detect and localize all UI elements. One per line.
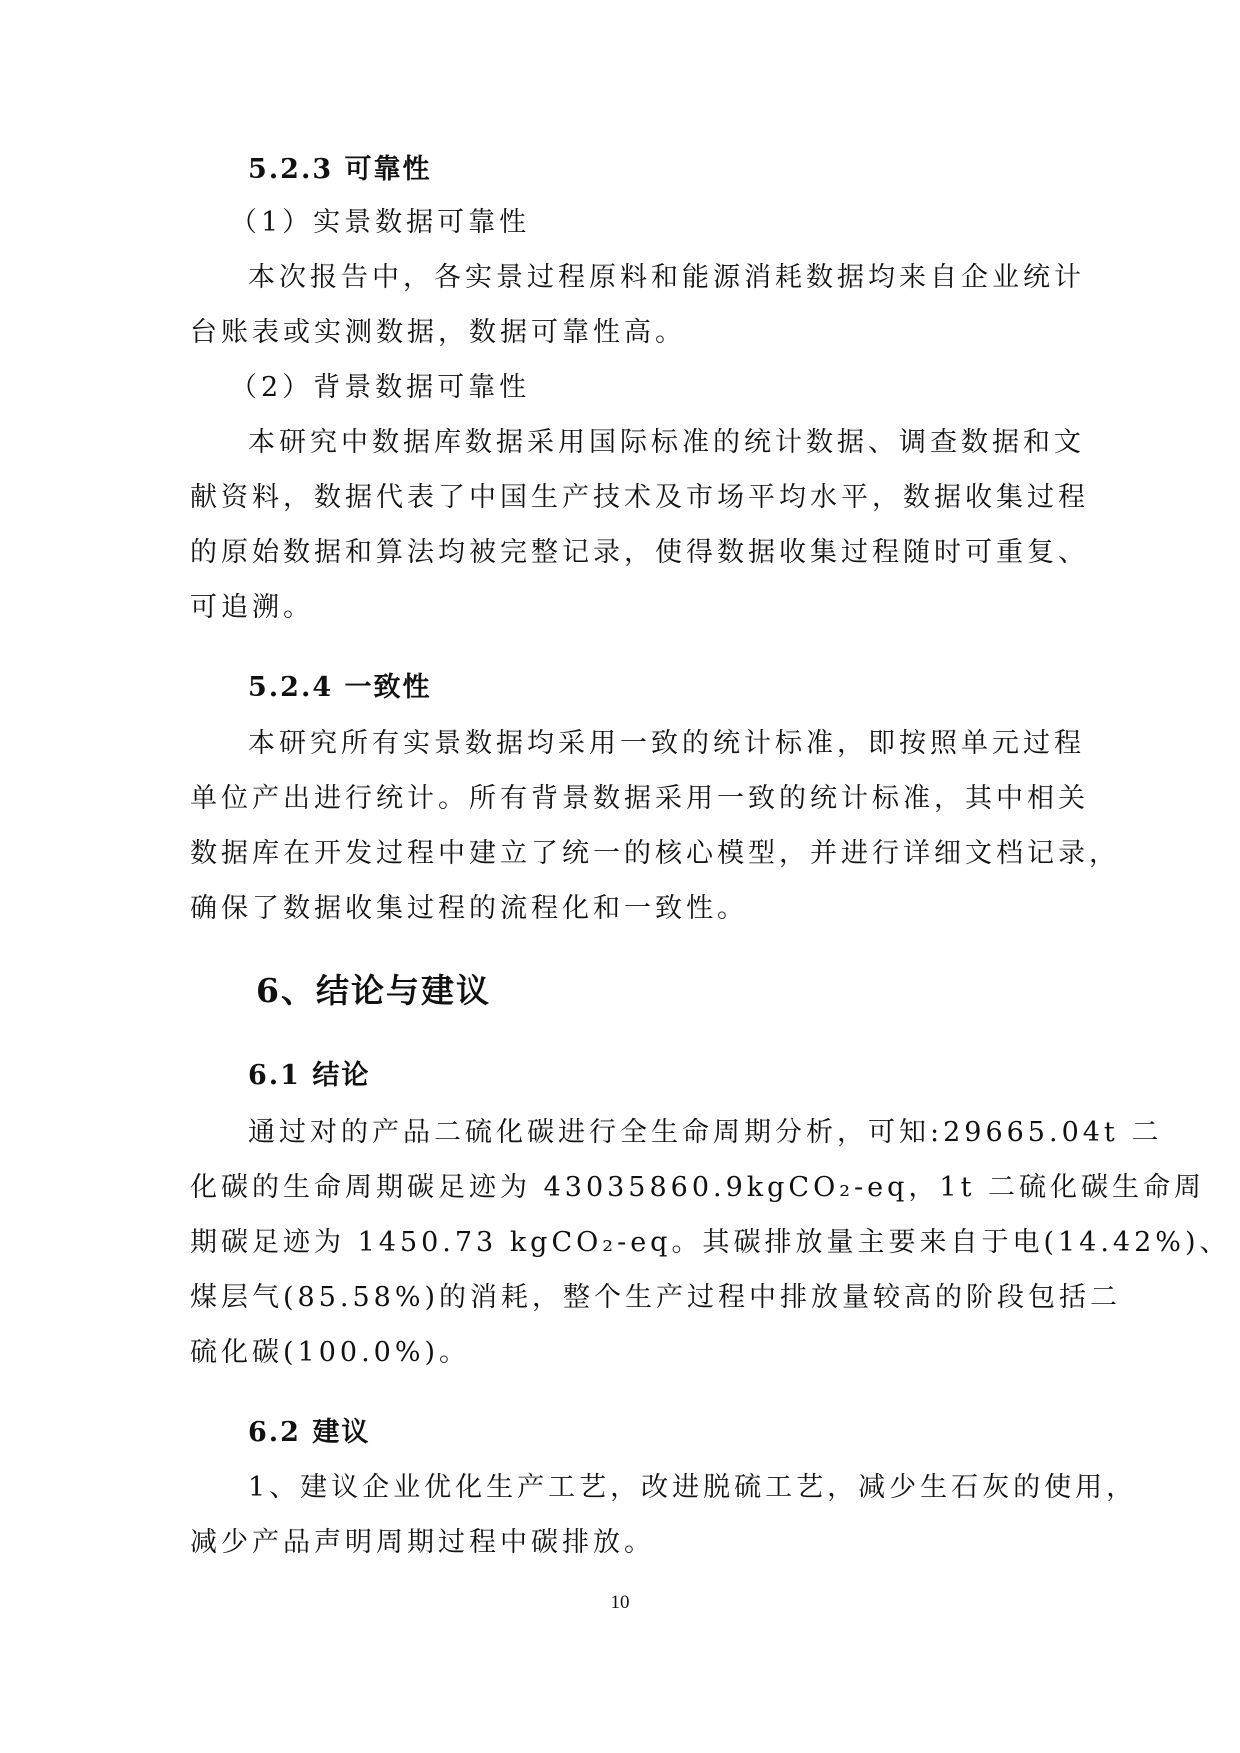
paragraph-line: 硫化碳(100.0%)。 — [190, 1337, 471, 1368]
paragraph-line: 1、建议企业优化生产工艺，改进脱硫工艺，减少生石灰的使用， — [248, 1472, 1138, 1503]
paragraph-line: 减少产品声明周期过程中碳排放。 — [190, 1527, 655, 1558]
paragraph-line: 单位产出进行统计。所有背景数据采用一致的统计标准，其中相关 — [190, 783, 1089, 814]
paragraph-line: 煤层气(85.58%)的消耗，整个生产过程中排放量较高的阶段包括二 — [190, 1282, 1122, 1313]
paragraph-line: 献资料，数据代表了中国生产技术及市场平均水平，数据收集过程 — [190, 482, 1089, 513]
paragraph-line: 本研究中数据库数据采用国际标准的统计数据、调查数据和文 — [248, 427, 1085, 458]
paragraph-line: 确保了数据收集过程的流程化和一致性。 — [190, 893, 748, 924]
paragraph-line: 台账表或实测数据，数据可靠性高。 — [190, 317, 686, 348]
section-heading-5-2-3: 5.2.3 可靠性 — [248, 154, 432, 185]
paragraph-line: 本次报告中，各实景过程原料和能源消耗数据均来自企业统计 — [248, 262, 1085, 293]
paragraph-line: 的原始数据和算法均被完整记录，使得数据收集过程随时可重复、 — [190, 537, 1089, 568]
list-item-2: （2）背景数据可靠性 — [230, 372, 531, 403]
paragraph-line: 可追溯。 — [190, 592, 314, 623]
section-heading-6-2: 6.2 建议 — [248, 1417, 371, 1448]
chapter-heading-6: 6、结论与建议 — [256, 971, 491, 1010]
section-heading-5-2-4: 5.2.4 一致性 — [248, 672, 432, 703]
paragraph-line: 数据库在开发过程中建立了统一的核心模型，并进行详细文档记录， — [190, 838, 1120, 869]
section-heading-6-1: 6.1 结论 — [248, 1060, 371, 1091]
page-number: 10 — [610, 1592, 630, 1613]
list-item-1: （1）实景数据可靠性 — [230, 207, 531, 238]
paragraph-line: 本研究所有实景数据均采用一致的统计标准，即按照单元过程 — [248, 728, 1085, 759]
paragraph-line: 化碳的生命周期碳足迹为 43035860.9kgCO₂-eq，1t 二硫化碳生命周 — [190, 1172, 1206, 1203]
paragraph-line: 期碳足迹为 1450.73 kgCO₂-eq。其碳排放量主要来自于电(14.42%)、 — [190, 1227, 1231, 1258]
paragraph-line: 通过对的产品二硫化碳进行全生命周期分析，可知:29665.04t 二 — [248, 1117, 1163, 1148]
